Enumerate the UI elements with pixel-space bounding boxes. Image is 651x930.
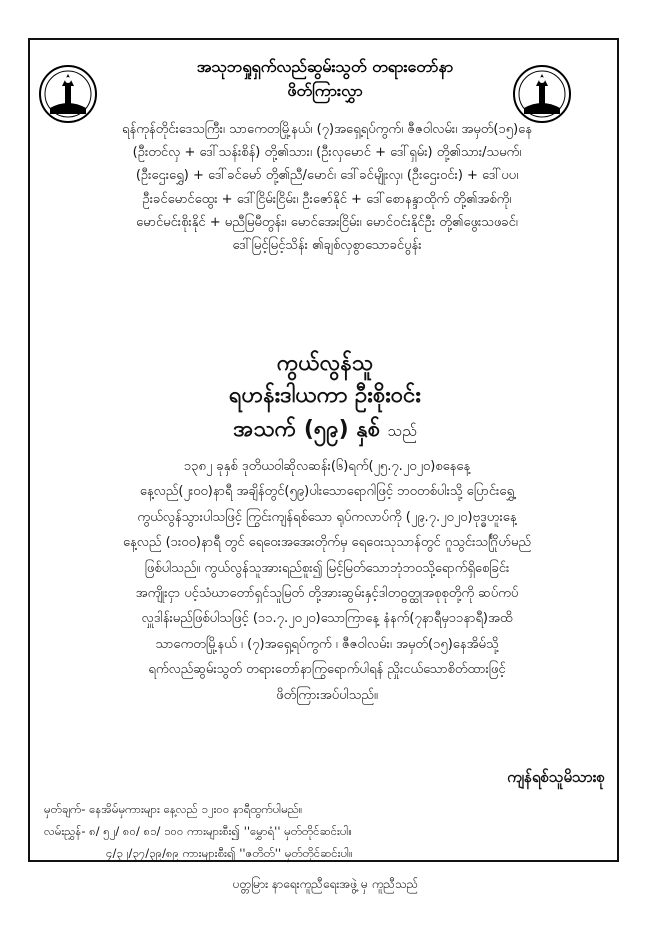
deceased-age (100, 414, 550, 447)
directions-text: ၄/၃၂/၃၇/၃၉/၈၉ ကားများစီး၍ ''ဇတိတ်'' မှတ်တိုင်ဆင်းပါ။ (106, 846, 353, 860)
directions-row (44, 842, 353, 864)
body-line: သာကေတမြို့နယ် ၊ (၇)အရှေ့ရပ်ကွက် ၊ ဇီဇဝါလမ်း၊ အမှတ်(၁၅)နေအိမ်သို့ (155, 636, 499, 652)
directions-label: လမ်းညွှန်- (44, 824, 86, 838)
age-text: အသက် (၅၉) နှစ် (233, 417, 381, 442)
note-row (44, 798, 353, 820)
invitation-title: ဖိတ်ကြားလွှာ (287, 81, 363, 100)
intro-line: ဦးခင်မောင်ထွေး + ဒေါ်ငြိမ်းငြိမ်း၊ ဦးဇော်နိုင် + ဒေါ်စောနန္ဒာထိုက် တို့၏အစ်ကို၊ (142, 191, 512, 207)
intro-line: မောင်မင်းစိုးနိုင် + မညီမြမီတွန်း၊ မောင်အေးငြိမ်း၊ မောင်ဝင်းနိုင်ဦး တို့၏ဖွေးသဖခင်၊ (136, 214, 518, 230)
intro-line: ရန်ကုန်တိုင်းဒေသကြီး၊ သာကေတမြို့နယ်၊ (၇)အရှေ့ရပ်ကွက်၊ ဇီဇဝါလမ်း၊ အမှတ်(၁၅)နေ (122, 122, 532, 137)
note-text: နေအိမ်မှကားများ နေ့လည် ၁၂း၀၀ နာရီထွက်ပါမည်။ (89, 802, 303, 816)
body-line: နေ့လည်(၂း၀၀)နာရီ အချိန်တွင်(၅၉)ပါးသောရောဂါဖြင့် ဘဝတစ်ပါးသို့ ပြောင်းရွှေ့ (139, 484, 515, 500)
body-line: အကျိုးငှာ ပင့်သံဃာတော်ရှင်သူမြတ် တို့အားဆွမ်းနှင့်ဒါတဝ္ဗတ္ထုအစုစုတို့ကို ဆပ်ကပ် (135, 586, 519, 602)
body-line: ဖြစ်ပါသည်။ ကွယ်လွန်သူအားရည်စူး၍ မြင့်မြတ်သောဘုံဘဝသို့ရောက်ရှိစေခြင်း (144, 560, 510, 576)
intro-line: (ဦးတင်လှ + ဒေါ်သန်းစိန်) တို့၏သား၊ (ဦးလှမောင် + ဒေါ်ရှမ်း) တို့၏သား/သမက်၊ (132, 145, 522, 161)
signature: ကျန်ရစ်သူမိသားစု (507, 768, 605, 786)
buddhist-emblem-icon (512, 64, 572, 124)
body-line: ၁၃၈၂ ခုနှစ် ဒုတိယဝါဆိုလဆန်း(၆)ရက်(၂၅.၇.၂၀၂၀)စနေနေ့ (183, 459, 471, 474)
deceased-name: ရဟန်းဒါယကာ ဦးစိုးဝင်း (229, 383, 421, 408)
intro-line: (ဦးဌေးရွှေ) + ဒေါ်ခင်မော် တို့၏ညီ/မောင်၊ ဒေါ်ခင်မျိုးလှ၊ (ဦးဌေးဝင်း) + ဒေါ်ပပ၊ (135, 168, 519, 184)
family-relations-paragraph (44, 118, 610, 257)
buddhist-emblem-icon (38, 64, 98, 124)
ceremony-details-paragraph (44, 454, 610, 708)
body-line: လှူဒါန်းမည်ဖြစ်ပါသဖြင့် (၁၁.၇.၂၀၂၀)သောကြာနေ့ နံနက်(၇နာရီမှ၁၁နာရီ)အထိ (141, 611, 513, 627)
intro-line: ဒေါ်မြင့်မြင့်သိန်း ၏ချစ်လှစွာသောခင်ပွန်း (232, 238, 422, 254)
directions-row (44, 820, 353, 842)
body-line: ကွယ်လွန်သွားပါသဖြင့် ကြွင်းကျန်ရစ်သော ရုပ်ကလာပ်ကို (၂၉.၇.၂၀၂၀)ဗုဒ္ဓဟူးနေ့ (137, 509, 517, 525)
body-line: ရက်လည်ဆွမ်းသွတ် တရားတော်နာကြွရောက်ပါရန် ညှိုးငယ်သောစိတ်ထားဖြင့် (148, 662, 506, 678)
directions-text: ၈/ ၅၂/ ၈၀/ ၈၁/ ၁၀၀ ကားများစီး၍ ''မွှောရံ'' မှတ်တိုင်ဆင်းပါ။ (89, 824, 352, 838)
note-label: မှတ်ချက်- (44, 802, 86, 816)
age-suffix: သည် (387, 422, 417, 440)
deceased-label: ကွယ်လွန်သူ (276, 351, 374, 376)
notes-section (44, 798, 353, 864)
footer-credit: ပတ္တမြား နာရေးကူညီရေးအဖွဲ့ မှ ကူညီသည် (232, 877, 419, 891)
body-line: နေ့လည် (၁း၀၀)နာရီ တွင် ရေဝေးအအေးတိုက်မှ ရေဝေးသုသာန်တွင် ဂူသွင်းသင်္ဂြိုဟ်မည် (122, 535, 532, 551)
body-line: ဖိတ်ကြားအပ်ပါသည်။ (276, 687, 378, 703)
organization-title: အသုဘရှုရှက်လည်ဆွမ်းသွတ် တရားတော်နာ (196, 57, 454, 76)
